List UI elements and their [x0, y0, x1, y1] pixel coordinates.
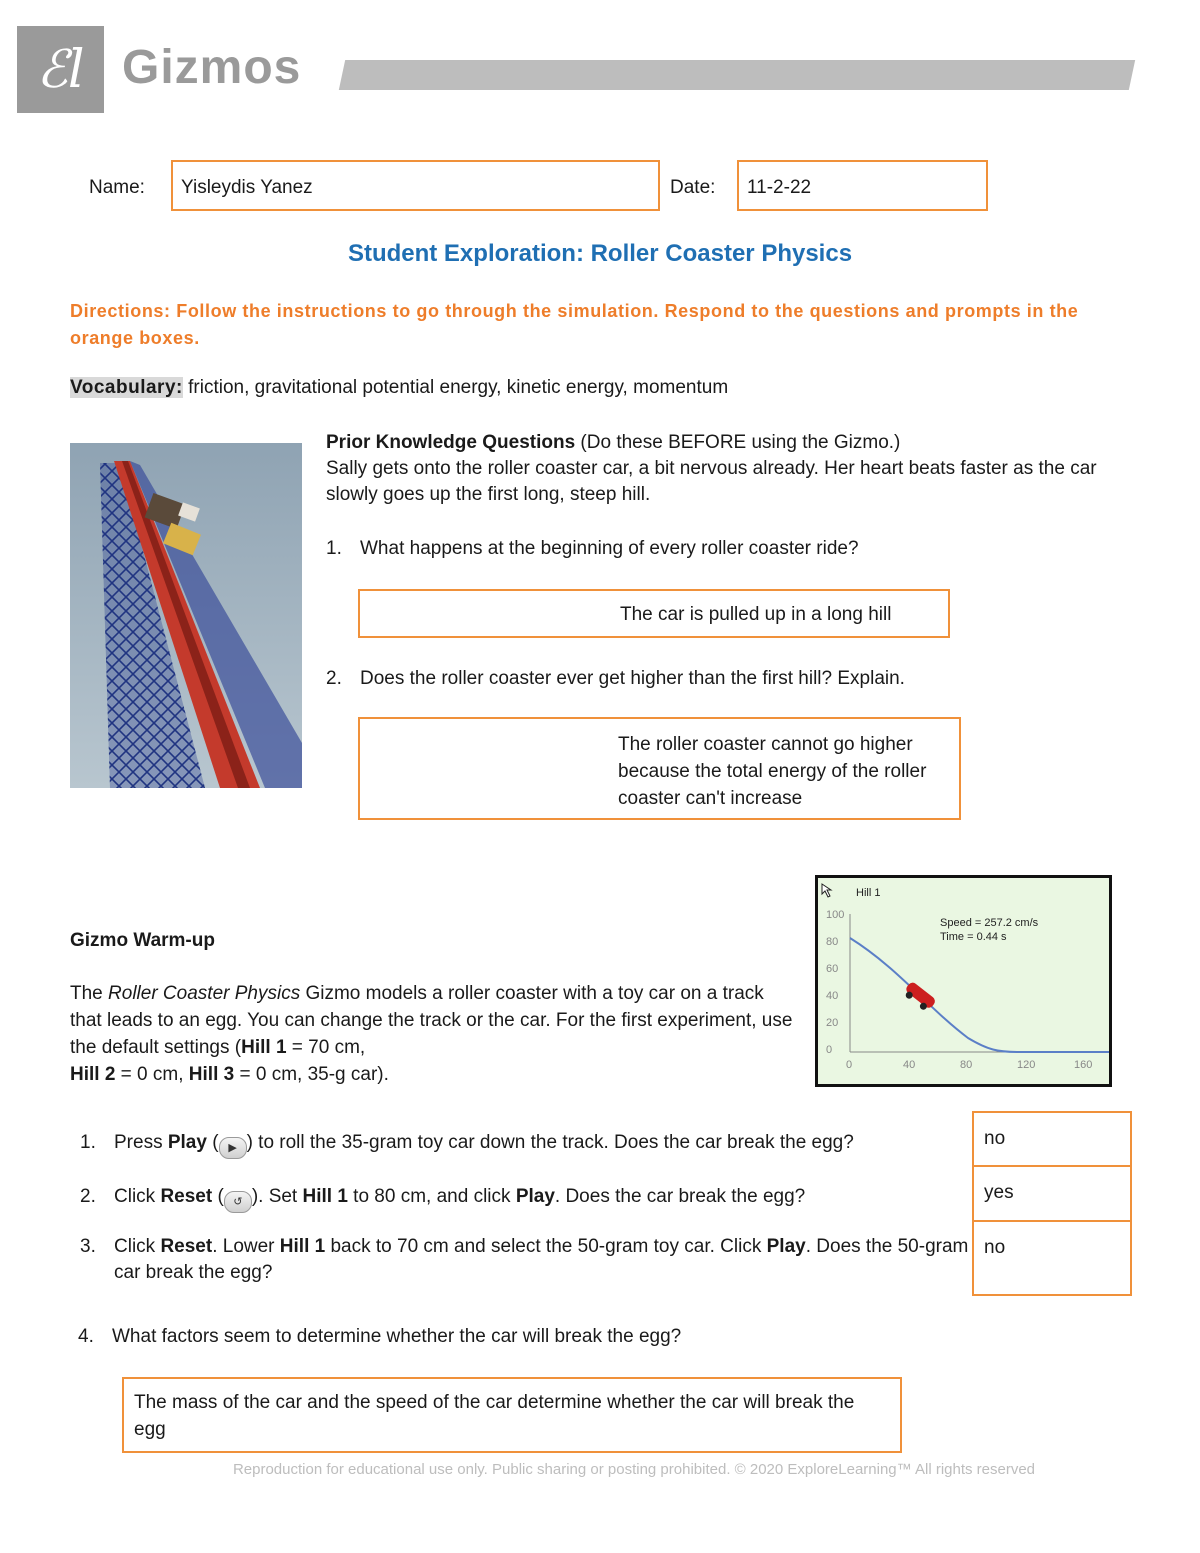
prior-knowledge-intro: Sally gets onto the roller coaster car, a bit nervous already. Her heart beats faster as the car slowly goes up the first long, steep hill.: [326, 458, 1097, 505]
hill1-term-q3: Hill 1: [279, 1236, 326, 1257]
logo-box: [17, 26, 104, 113]
play-button-icon: ▶: [219, 1137, 247, 1159]
warmup-answer-4[interactable]: The mass of the car and the speed of the car determine whether the car will break the egg: [122, 1377, 902, 1453]
play-term: Play: [167, 1132, 207, 1153]
sim-track: [850, 938, 1109, 1052]
warmup-q2-number: 2.: [80, 1186, 96, 1207]
warmup-q3-text-c: . Lower: [212, 1236, 280, 1257]
header-bar: [339, 60, 1135, 90]
sim-x-tick: 120: [1017, 1059, 1036, 1071]
warmup-q4-text: What factors seem to determine whether the car will break the egg?: [112, 1326, 682, 1347]
play-term-q3: Play: [766, 1236, 806, 1257]
roller-coaster-photo: [70, 443, 302, 788]
date-label: Date:: [670, 177, 716, 198]
warmup-q2-text-c: (: [212, 1186, 224, 1207]
sim-y-tick: 80: [826, 936, 839, 948]
play-term-q2: Play: [515, 1186, 555, 1207]
sim-speed: Speed = 257.2 cm/s: [940, 917, 1039, 929]
sim-y-tick: 40: [826, 990, 839, 1002]
warmup-q4-number: 4.: [78, 1326, 94, 1347]
reset-term-q3: Reset: [160, 1236, 213, 1257]
warmup-q2-text-f: to 80 cm, and click: [347, 1186, 516, 1207]
vocabulary: [70, 377, 728, 399]
simulation-screenshot: [815, 875, 1112, 1087]
question-1: [326, 536, 859, 562]
name-field[interactable]: Yisleydis Yanez: [171, 160, 660, 211]
warmup-text-1: The: [70, 983, 109, 1004]
warmup-question-1: [80, 1130, 970, 1159]
hill3-term: Hill 3: [188, 1064, 235, 1085]
toy-car-icon: [902, 981, 937, 1014]
prior-knowledge-note: (Do these BEFORE using the Gizmo.): [575, 432, 901, 453]
warmup-q3-number: 3.: [80, 1236, 96, 1257]
roller-coaster-photo-art: [70, 443, 302, 788]
sim-x-tick: 40: [903, 1059, 916, 1071]
hill1-term: Hill 1: [241, 1037, 287, 1058]
sim-y-tick: 20: [826, 1017, 839, 1029]
warmup-q2-text-a: Click: [114, 1186, 161, 1207]
footer-copyright: Reproduction for educational use only. Public sharing or posting prohibited. © 2020 ExploreLearning™ All rights reserved: [232, 1461, 1036, 1478]
cursor-icon: [822, 884, 831, 897]
warmup-q3-text-g: . Does the 50-gram car break the egg?: [114, 1236, 969, 1283]
vocabulary-label: Vocabulary:: [70, 377, 183, 398]
hill2-term: Hill 2: [70, 1064, 116, 1085]
date-field[interactable]: 11-2-22: [737, 160, 988, 211]
gizmo-name: Roller Coaster Physics: [108, 983, 301, 1004]
question-1-number: 1.: [326, 538, 342, 559]
question-1-text: What happens at the beginning of every roller coaster ride?: [360, 538, 859, 559]
sim-x-tick: 0: [846, 1059, 853, 1071]
vocabulary-terms: friction, gravitational potential energy, kinetic energy, momentum: [182, 377, 729, 398]
warmup-answer-2[interactable]: yes: [972, 1165, 1132, 1222]
question-2-number: 2.: [326, 668, 342, 689]
hill3-value: = 0 cm, 35-g car).: [234, 1064, 389, 1085]
warmup-q1-text-c: (: [206, 1132, 219, 1153]
warmup-question-4: [78, 1324, 681, 1350]
sim-y-tick: 100: [826, 909, 845, 921]
warmup-q3-text-e: back to 70 cm and select the 50-gram toy car. Click: [325, 1236, 767, 1257]
warmup-q1-text-a: Press: [114, 1132, 168, 1153]
warmup-q3-text-a: Click: [114, 1236, 161, 1257]
name-label: Name:: [89, 177, 145, 198]
warmup-question-2: [80, 1184, 970, 1213]
warmup-paragraph: [70, 980, 800, 1088]
warmup-q1-number: 1.: [80, 1132, 96, 1153]
answer-box-2[interactable]: The roller coaster cannot go higher because the total energy of the roller coaster can't increase: [358, 717, 961, 820]
hill1-value: = 70 cm,: [286, 1037, 366, 1058]
brand-name: Gizmos: [122, 41, 302, 94]
sim-title: Hill 1: [856, 887, 881, 899]
sim-y-tick: 0: [826, 1044, 833, 1056]
simulation-graph: [818, 878, 1109, 1084]
prior-knowledge-heading: Prior Knowledge Questions: [326, 432, 576, 453]
warmup-answer-3[interactable]: no: [972, 1220, 1132, 1296]
hill1-term-q2: Hill 1: [302, 1186, 348, 1207]
warmup-heading: Gizmo Warm-up: [70, 930, 215, 951]
directions: Directions: Follow the instructions to go through the simulation. Respond to the questions and prompts in the orange boxes.: [70, 301, 1079, 348]
question-2: [326, 666, 905, 692]
page-title: Student Exploration: Roller Coaster Physics: [347, 240, 853, 267]
prior-knowledge-block: [326, 430, 1136, 508]
sim-x-tick: 160: [1074, 1059, 1093, 1071]
hill2-value: = 0 cm,: [115, 1064, 189, 1085]
sim-x-tick: 80: [960, 1059, 973, 1071]
sim-time: Time = 0.44 s: [940, 931, 1007, 943]
reset-term: Reset: [160, 1186, 213, 1207]
sim-y-tick: 60: [826, 963, 839, 975]
warmup-q1-text-d: ) to roll the 35-gram toy car down the track. Does the car break the egg?: [246, 1132, 854, 1153]
reset-button-icon: ↺: [224, 1191, 252, 1213]
warmup-q2-text-d: ). Set: [251, 1186, 303, 1207]
warmup-answer-1[interactable]: no: [972, 1111, 1132, 1167]
answer-box-1[interactable]: The car is pulled up in a long hill: [358, 589, 950, 638]
warmup-q2-text-h: . Does the car break the egg?: [554, 1186, 806, 1207]
warmup-text-2: Gizmo models a roller coaster with a toy car on a track that leads to an egg. You can change the track or the car. For the first experiment, use the default settings (: [70, 983, 793, 1058]
question-2-text: Does the roller coaster ever get higher than the first hill? Explain.: [360, 668, 905, 689]
explorelearning-logo-icon: ℰl: [36, 39, 85, 100]
warmup-question-3: [80, 1234, 970, 1286]
